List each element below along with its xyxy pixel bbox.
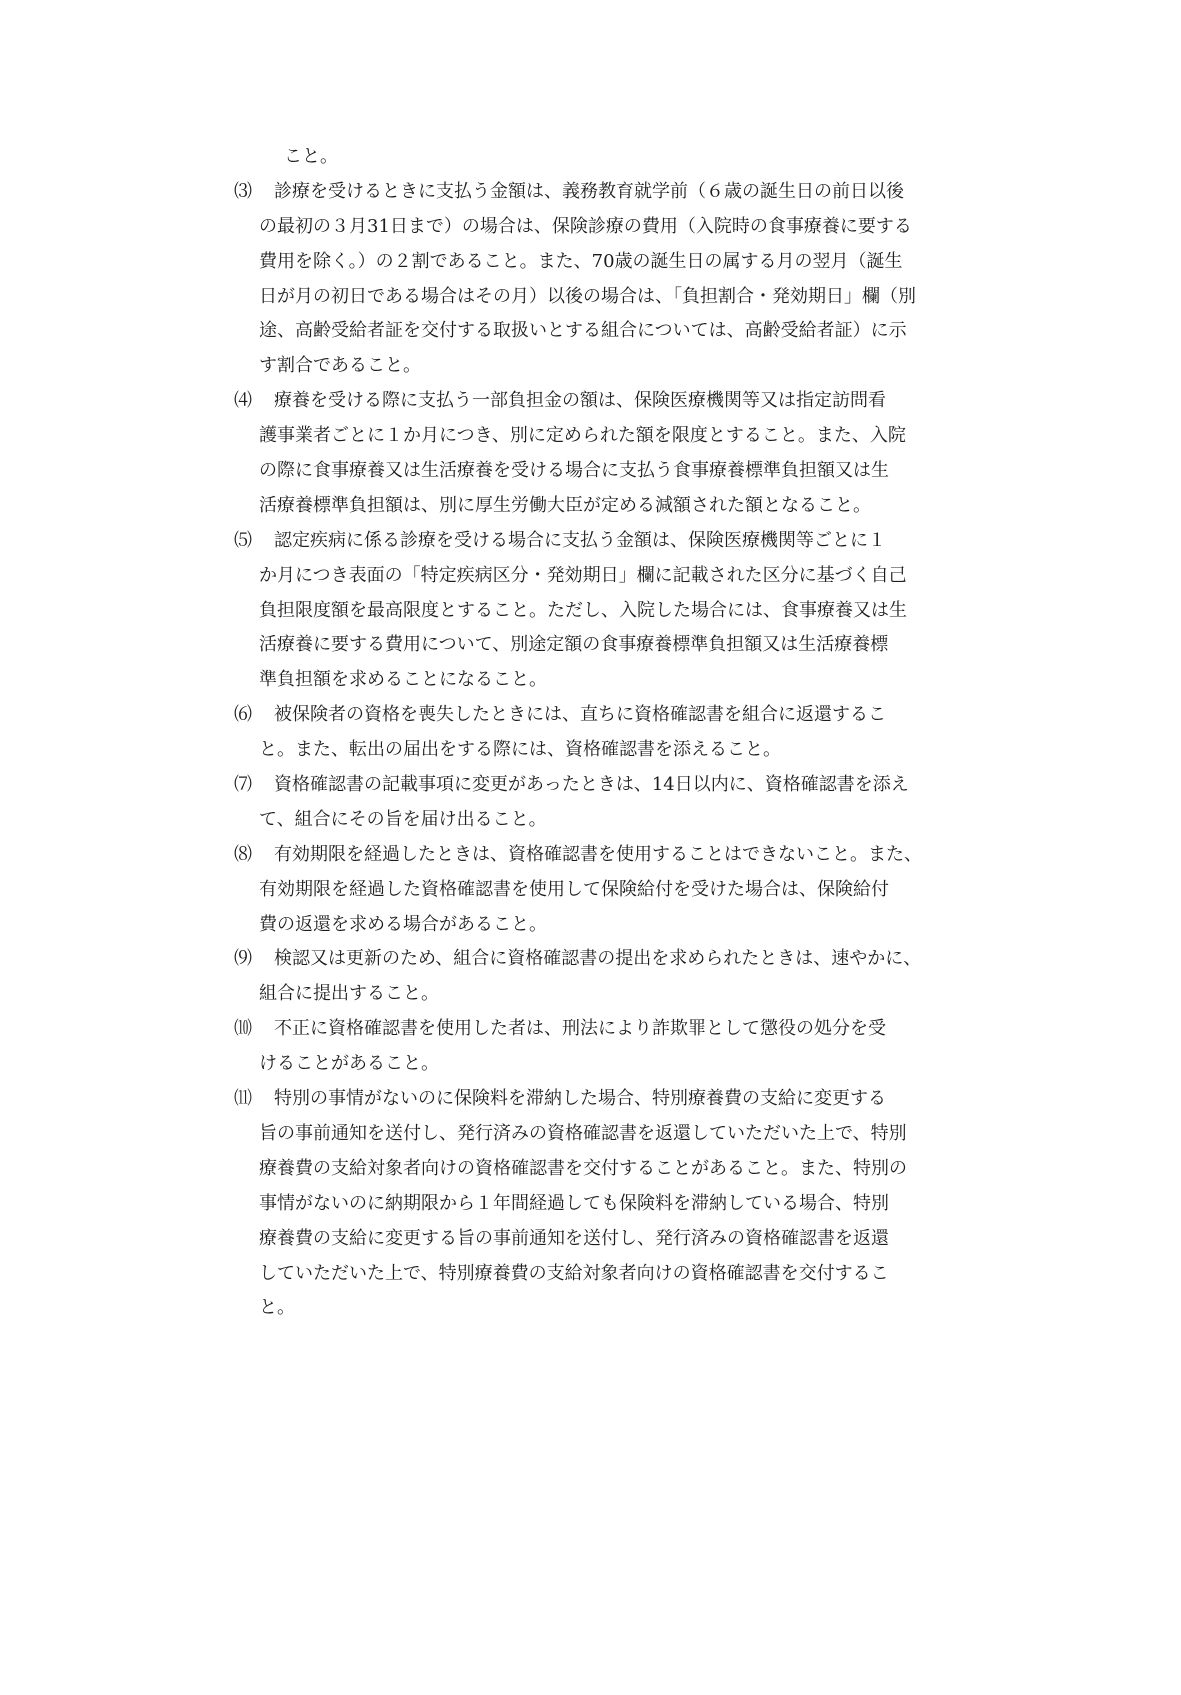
item-number: ⑾ (234, 1088, 252, 1110)
item-text: の際に食事療養又は生活療養を受ける場合に支払う食事療養標準負担額又は生 (259, 460, 889, 482)
list-item-first-line (234, 524, 1028, 559)
list-item (234, 384, 1028, 524)
item-text: と。また、転出の届出をする際には、資格確認書を添えること。 (259, 739, 781, 761)
list-item-first-line (234, 1012, 1028, 1047)
item-text: 認定疾病に係る診療を受ける場合に支払う金額は、保険医療機関等ごとに１ (274, 529, 886, 551)
list-item-first-line (234, 384, 1028, 419)
item-text: 有効期限を経過した資格確認書を使用して保険給付を受けた場合は、保険給付 (259, 878, 889, 900)
item-text: 事情がないのに納期限から１年間経過しても保険料を滞納している場合、特別 (259, 1192, 889, 1214)
item-text: か月につき表面の「特定疾病区分・発効期日」欄に記載された区分に基づく自己 (259, 564, 907, 586)
list-item (234, 698, 1028, 768)
item-text: 被保険者の資格を喪失したときには、直ちに資格確認書を組合に返還するこ (274, 704, 886, 726)
item-text: 活療養に要する費用について、別途定額の食事療養標準負担額又は生活療養標 (259, 634, 889, 656)
list-item (234, 1082, 1028, 1326)
item-text: 有効期限を経過したときは、資格確認書を使用することはできないこと。また、 (274, 843, 922, 865)
item-text: 診療を受けるときに支払う金額は、義務教育就学前（６歳の誕生日の前日以後 (274, 180, 904, 202)
item-text: けることがあること。 (259, 1053, 439, 1075)
item-text: 費の返還を求める場合があること。 (259, 913, 547, 935)
item-text: 負担限度額を最高限度とすること。ただし、入院した場合には、食事療養又は生 (259, 599, 907, 621)
item-text: 組合に提出すること。 (259, 983, 439, 1005)
item-text: 準負担額を求めることになること。 (259, 669, 547, 691)
list-item-first-line (234, 175, 1028, 210)
item-number: ⑶ (234, 180, 252, 202)
item-text: の最初の３月31日まで）の場合は、保険診療の費用（入院時の食事療養に要する (259, 215, 912, 237)
list-item-first-line (234, 768, 1028, 803)
list-item (234, 768, 1028, 838)
item-text: 療養を受ける際に支払う一部負担金の額は、保険医療機関等又は指定訪問看 (274, 390, 886, 412)
list-item (234, 1012, 1028, 1082)
item-number: ⑼ (234, 948, 252, 970)
item-text: と。 (259, 1297, 295, 1319)
list-item (234, 838, 1028, 943)
item-number: ⑹ (234, 704, 252, 726)
item-number: ⑸ (234, 529, 252, 551)
item-text: 費用を除く。）の２割であること。また、70歳の誕生日の属する月の翌月（誕生 (259, 250, 903, 272)
item-number: ⑺ (234, 774, 252, 796)
list-item-first-line (234, 698, 1028, 733)
document-text-block (234, 140, 1028, 1319)
item-text: 護事業者ごとに１か月につき、別に定められた額を限度とすること。また、入院 (259, 425, 906, 447)
list-item-first-line (234, 1082, 1028, 1117)
item-number: ⑻ (234, 843, 252, 865)
lead-line: こと。 (284, 146, 338, 167)
item-text: 旨の事前通知を送付し、発行済みの資格確認書を返還していただいた上で、特別 (259, 1122, 907, 1144)
item-number: ⑷ (234, 390, 252, 412)
item-text: 日が月の初日である場合はその月）以後の場合は、「負担割合・発効期日」欄（別 (259, 285, 916, 307)
list-item (234, 175, 1028, 384)
list-item (234, 942, 1028, 1012)
item-text: 検認又は更新のため、組合に資格確認書の提出を求められたときは、速やかに、 (274, 948, 922, 970)
item-text: す割合であること。 (259, 355, 421, 377)
item-text: 療養費の支給に変更する旨の事前通知を送付し、発行済みの資格確認書を返還 (259, 1227, 889, 1249)
item-text: 途、高齢受給者証を交付する取扱いとする組合については、高齢受給者証）に示 (259, 320, 907, 342)
list-item-first-line (234, 942, 1028, 977)
list-item (234, 524, 1028, 698)
item-text: していただいた上で、特別療養費の支給対象者向けの資格確認書を交付するこ (259, 1262, 889, 1284)
item-text: 不正に資格確認書を使用した者は、刑法により詐欺罪として懲役の処分を受 (274, 1018, 886, 1040)
list-item-first-line (234, 838, 1028, 873)
item-text: 特別の事情がないのに保険料を滞納した場合、特別療養費の支給に変更する (274, 1088, 886, 1110)
item-text: 資格確認書の記載事項に変更があったときは、14日以内に、資格確認書を添え (274, 774, 909, 796)
item-number: ⑽ (234, 1018, 252, 1040)
item-text: て、組合にその旨を届け出ること。 (259, 808, 547, 830)
item-text: 療養費の支給対象者向けの資格確認書を交付することがあること。また、特別の (259, 1157, 907, 1179)
item-text: 活療養標準負担額は、別に厚生労働大臣が定める減額された額となること。 (259, 494, 871, 516)
